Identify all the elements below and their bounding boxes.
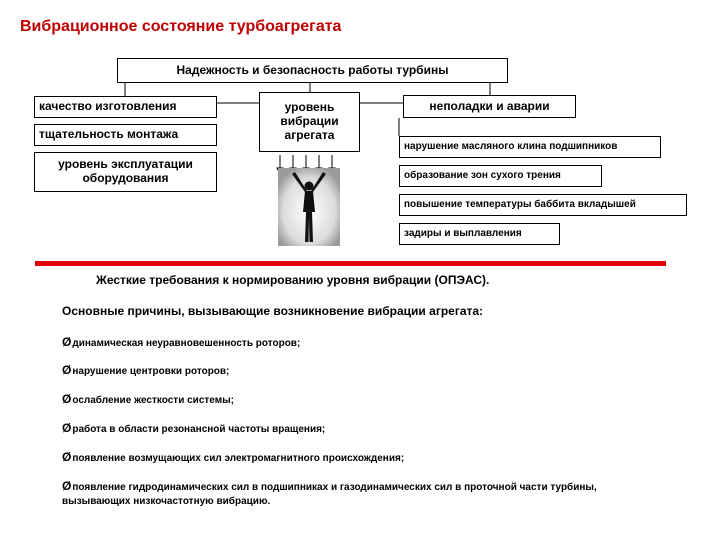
factor-operation-box: уровень эксплуатации оборудования	[34, 152, 217, 192]
consequence-seizure-box: задиры и выплавления	[399, 223, 560, 245]
cause-item	[62, 334, 300, 351]
cause-text: динамическая неуравновешенность роторов;	[72, 338, 301, 349]
cause-item	[62, 362, 229, 379]
person-holding-icon	[278, 168, 340, 246]
cause-item	[62, 391, 234, 408]
failures-box: неполадки и аварии	[403, 95, 576, 118]
factor-installation-box: тщательность монтажа	[34, 124, 217, 146]
bullet-arrow-icon: Ø	[62, 335, 72, 349]
bullet-arrow-icon: Ø	[62, 363, 72, 377]
consequence-oil-wedge-box: нарушение масляного клина подшипников	[399, 136, 661, 158]
cause-item	[62, 420, 325, 437]
page-title: Вибрационное состояние турбоагрегата	[20, 18, 342, 35]
bullet-arrow-icon: Ø	[62, 479, 72, 493]
cause-text: ослабление жесткости системы;	[72, 395, 234, 406]
section-divider	[35, 261, 666, 266]
consequence-babbitt-temp-box: повышение температуры баббита вкладышей	[399, 194, 687, 216]
cause-text: нарушение центровки роторов;	[72, 366, 230, 377]
bullet-arrow-icon: Ø	[62, 392, 72, 406]
consequence-dry-friction-box: образование зон сухого трения	[399, 165, 602, 187]
cause-text: появление гидродинамических сил в подшипниках и газодинамических сил в проточной части турбины, вызывающих низкочастотную вибрацию.	[62, 482, 597, 507]
cause-text: работа в области резонансной частоты вращения;	[72, 424, 326, 435]
cause-text: появление возмущающих сил электромагнитного происхождения;	[72, 453, 405, 464]
reliability-box: Надежность и безопасность работы турбины	[117, 58, 508, 83]
vibration-level-box: уровень вибрации агрегата	[259, 92, 360, 152]
bullet-arrow-icon: Ø	[62, 450, 72, 464]
requirements-text: Жесткие требования к нормированию уровня вибрации (ОПЭАС).	[96, 273, 490, 287]
bullet-arrow-icon: Ø	[62, 421, 72, 435]
cause-item	[62, 478, 662, 508]
cause-item	[62, 449, 404, 466]
causes-heading: Основные причины, вызывающие возникновение вибрации агрегата:	[62, 304, 484, 318]
factor-manufacturing-box: качество изготовления	[34, 96, 217, 118]
